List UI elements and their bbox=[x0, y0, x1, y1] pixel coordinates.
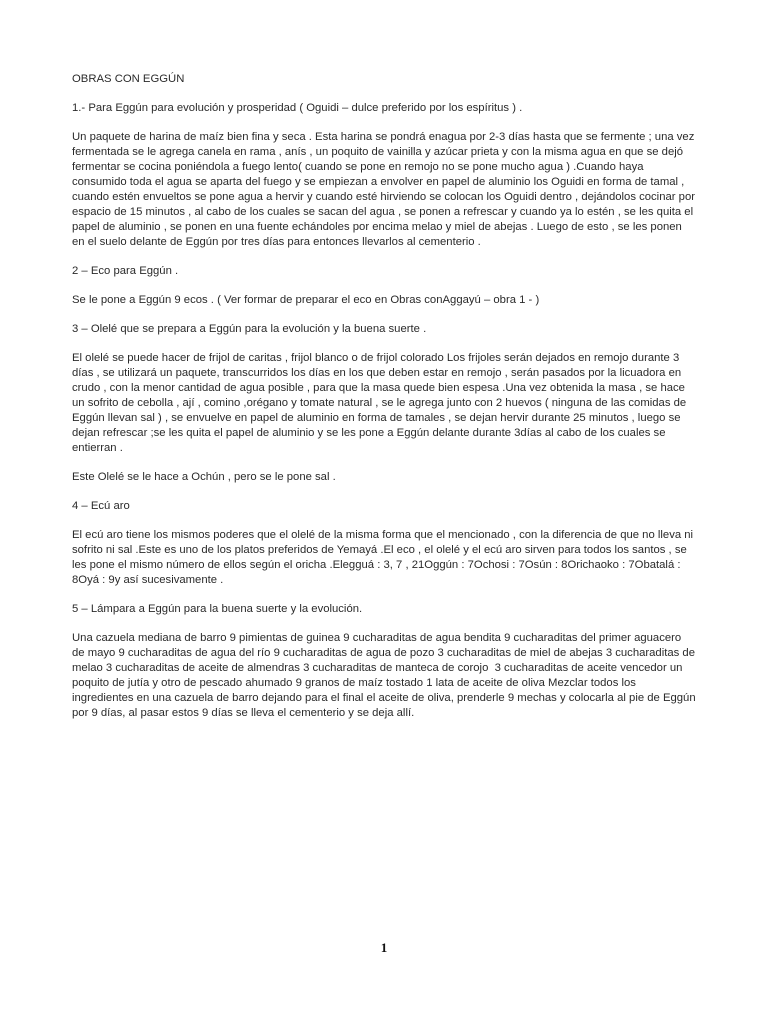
paragraph-4: Se le pone a Eggún 9 ecos . ( Ver formar de preparar el eco en Obras conAggayú – obra 1 - ) bbox=[72, 294, 540, 306]
page-number: 1 bbox=[380, 940, 388, 955]
document-body bbox=[72, 72, 699, 735]
paragraph-8: 4 – Ecú aro bbox=[72, 500, 130, 512]
document-title: OBRAS CON EGGÚN bbox=[72, 73, 185, 85]
paragraph-1: 1.- Para Eggún para evolución y prosperidad ( Oguidi – dulce preferido por los espíritus ) . bbox=[72, 102, 523, 114]
paragraph-9: El ecú aro tiene los mismos poderes que el olelé de la misma forma que el mencionado , con la diferencia de que no lleva ni sofrito ni sal .Este es uno de los platos preferidos de Yemayá .El eco , el olelé y el ecú aro sirven para todos los santos , se les pone el mismo número de ellos según el oricha .Elegguá : 3, 7 , 21Oggún : 7Ochosi : 7Osún : 8Orichaoko : 7Obatalá : 8Oyá : 9y así sucesivamente . bbox=[72, 529, 697, 586]
paragraph-7: Este Olelé se le hace a Ochún , pero se le pone sal . bbox=[72, 471, 336, 483]
paragraph-11: Una cazuela mediana de barro 9 pimientas de guinea 9 cucharaditas de agua bendita 9 cucharaditas del primer aguacero de mayo 9 cucharaditas de agua del río 9 cucharaditas de agua de pozo 3 cucharaditas de miel de abejas 3 cucharaditas de melao 3 cucharaditas de aceite de almendras 3 cucharaditas de manteca de corojo 3 cucharaditas de aceite vencedor un poquito de jutía y otro de pescado ahumado 9 granos de maíz tostado 1 lata de aceite de oliva Mezclar todos los ingredientes en una cazuela de barro dejando para el final el aceite de oliva, prenderle 9 mechas y colocarla al pie de Eggún por 9 días, al pasar estos 9 días se lleva el cementerio y se deja allí. bbox=[72, 632, 699, 719]
paragraph-6: El olelé se puede hacer de frijol de caritas , frijol blanco o de frijol colorado Los frijoles serán dejados en remojo durante 3 días , se utilizará un paquete, transcurridos los días en los que deben estar en remojo , serán pasados por la licuadora en crudo , con la menor cantidad de agua posible , para que la masa quede bien espesa .Una vez obtenida la masa , se hace un sofrito de cebolla , ají , comino ,orégano y tomate natural , se le agrega junto con 2 huevos ( ninguna de las comidas de Eggún llevan sal ) , se envuelve en papel de aluminio en forma de tamales , se dejan hervir durante 25 minutos , luego se dejan refrescar ;se les quita el papel de aluminio y se les pone a Eggún delante durante 3días al cabo de los cuales se entierran . bbox=[72, 352, 690, 454]
paragraph-10: 5 – Lámpara a Eggún para la buena suerte y la evolución. bbox=[72, 603, 363, 615]
paragraph-3: 2 – Eco para Eggún . bbox=[72, 265, 179, 277]
paragraph-2: Un paquete de harina de maíz bien fina y seca . Esta harina se pondrá enagua por 2-3 días hasta que se fermente ; una vez fermentada se le agrega canela en rama , anís , un poquito de vainilla y azúcar prieta y con la misma agua en que se dejó fermentar se cocina poniéndola a fuego lento( cuando se pone en remojo no se pone mucho agua ) .Cuando haya consumido toda el agua se aparta del fuego y se empiezan a envolver en papel de aluminio los Oguidi en forma de tamal , cuando estén envueltos se pone agua a hervir y cuando esté hirviendo se colocan los Oguidi dentro , dejándolos cocinar por espacio de 15 minutos , al cabo de los cuales se sacan del agua , se ponen a refrescar y cuando ya lo estén , se les quita el papel de aluminio , se ponen en una fuente echándoles por encima melao y miel de abejas . Luego de esto , se les ponen en el suelo delante de Eggún por tres días para entonces llevarlos al cementerio . bbox=[72, 131, 699, 248]
paragraph-5: 3 – Olelé que se prepara a Eggún para la evolución y la buena suerte . bbox=[72, 323, 427, 335]
